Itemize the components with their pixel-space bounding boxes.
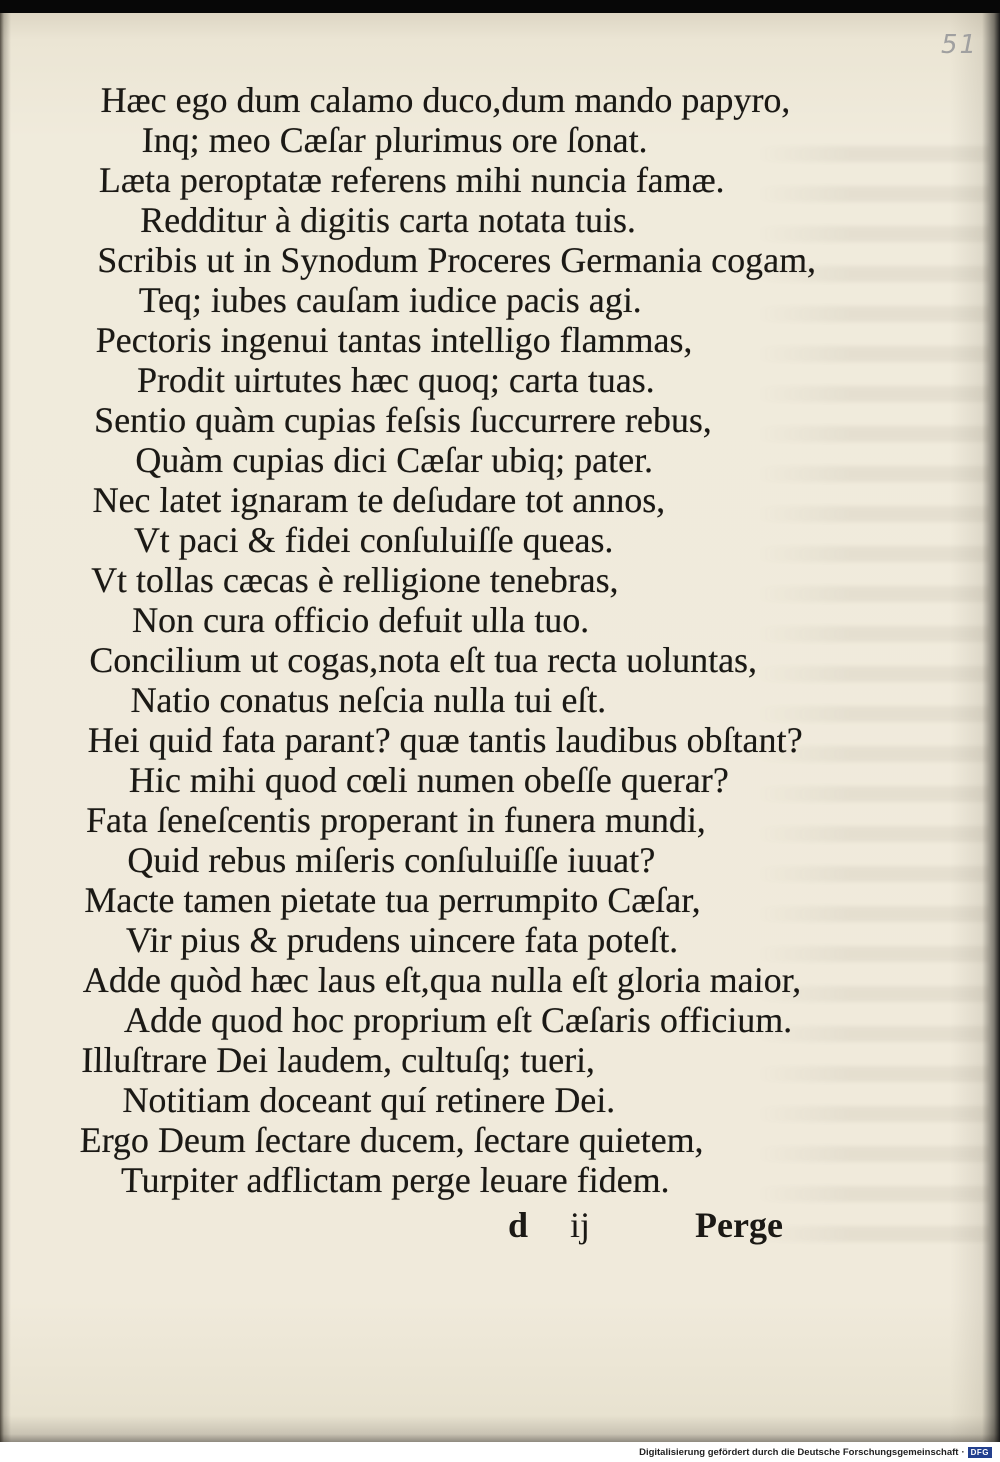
funding-credit-text: Digitalisierung gefördert durch die Deutsche Forschungsgemeinschaft [639, 1446, 959, 1458]
verse-line: Non cura officio defuit ulla tuo. [131, 600, 590, 640]
signature-and-catchword-line [0, 1205, 1000, 1245]
verse-line: Prodit uirtutes hæc quoq; carta tuas. [136, 360, 656, 400]
verse-line: Vir pius & prudens uincere fata poteſt. [125, 920, 679, 960]
verse-line: Quàm cupias dici Cæſar ubiq; pater. [134, 440, 654, 480]
verse-line: Ergo Deum ſectare ducem, ſectare quietem, [79, 1120, 705, 1160]
verse-line: Macte tamen pietate tua perrumpito Cæſar, [84, 880, 702, 920]
verse-line: Nec latet ignaram te deſudare tot annos, [92, 480, 666, 520]
verse-line: Hic mihi quod cœli numen obeſſe querar? [128, 760, 730, 800]
verse-line: Inq; meo Cæſar plurimus ore ſonat. [141, 120, 649, 160]
verse-line: Natio conatus neſcia nulla tui eſt. [130, 680, 607, 720]
signature-letter: d [508, 1205, 529, 1245]
verse-line: Turpiter adflictam perge leuare fidem. [120, 1160, 671, 1200]
verse-line: Pectoris ingenui tantas intelligo flammas, [95, 320, 694, 360]
verse-line: Hei quid fata parant? quæ tantis laudibus obſtant? [87, 720, 803, 760]
credit-separator: · [961, 1446, 965, 1458]
verse-line: Concilium ut cogas,nota eſt tua recta uoluntas, [88, 640, 758, 680]
digitization-credit-bar [0, 1442, 1000, 1462]
scanner-border [0, 0, 1000, 13]
verse-line: Redditur à digitis carta notata tuis. [139, 200, 637, 240]
catchword: Perge [695, 1205, 783, 1245]
verse-line: Notitiam doceant quí retinere Dei. [122, 1080, 616, 1120]
verse-line: Vt paci & fidei conſuluiſſe queas. [133, 520, 615, 560]
signature-number: ij [570, 1205, 591, 1245]
verse-line: Hæc ego dum calamo duco,dum mando papyro, [100, 80, 791, 120]
verse-line: Sentio quàm cupias feſsis ſuccurrere rebus, [93, 400, 713, 440]
verse-line: Vt tollas cæcas è relligione tenebras, [90, 560, 620, 600]
verse-line: Illuſtrare Dei laudem, cultuſq; tueri, [80, 1040, 596, 1080]
verse-block [79, 80, 961, 1200]
verse-line: Fata ſeneſcentis properant in funera mundi, [85, 800, 707, 840]
pencil-folio-number: 51 [941, 30, 979, 60]
verse-line: Læta peroptatæ referens mihi nuncia famæ. [98, 160, 726, 200]
verse-line: Adde quòd hæc laus eſt,qua nulla eſt gloria maior, [82, 960, 802, 1000]
dfg-logo-icon: DFG [968, 1447, 992, 1458]
verse-line: Teq; iubes cauſam iudice pacis agi. [138, 280, 643, 320]
verse-line: Quid rebus miſeris conſuluiſſe iuuat? [126, 840, 656, 880]
verse-line: Scribis ut in Synodum Proceres Germania cogam, [96, 240, 817, 280]
verse-line: Adde quod hoc proprium eſt Cæſaris officium. [123, 1000, 793, 1040]
